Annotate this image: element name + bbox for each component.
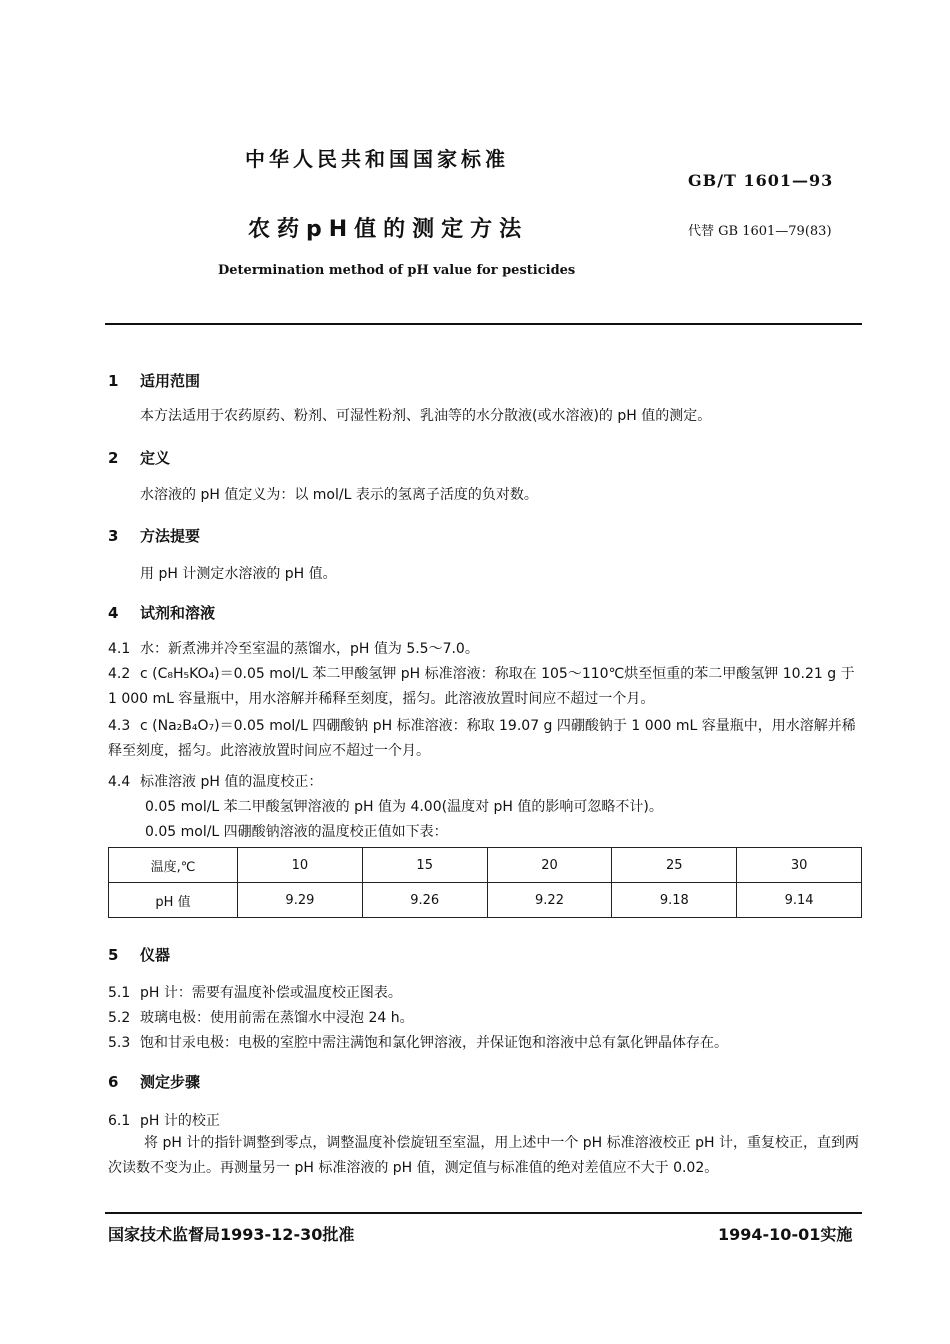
item-6-1-heading: 6.1 pH 计的校正: [108, 1113, 220, 1129]
item-6-1-text: 将 pH 计的指针调整到零点，调整温度补偿旋钮至室温，用上述中一个 pH 标准溶液校正 pH 计，重复校正，直到两次读数不变为止。再测量另一 pH 标准溶液的 pH 值，测定值与标准值的绝对差值应不大于 0.02。: [108, 1135, 859, 1176]
section-2-text: 水溶液的 pH 值定义为：以 mol/L 表示的氢离子活度的负对数。: [140, 487, 538, 503]
footer-divider: [105, 1212, 862, 1214]
item-4-4-line-1: 0.05 mol/L 苯二甲酸氢钾溶液的 pH 值为 4.00(温度对 pH 值的影响可忽略不计)。: [145, 799, 663, 815]
section-2-heading: 2 定义: [108, 449, 171, 467]
item-4-3: 4.3 c (Na₂B₄O₇)＝0.05 mol/L 四硼酸钠 pH 标准溶液：称取 19.07 g 四硼酸钠于 1 000 mL 容量瓶中，用水溶解并稀释至刻度，摇匀。此溶液放置时间应不超过一个月。: [108, 718, 856, 759]
effective-date: 1994-10-01实施: [718, 1225, 853, 1244]
item-4-1: 4.1 水：新煮沸并冷至室温的蒸馏水，pH 值为 5.5～7.0。: [108, 641, 479, 657]
item-4-4: 4.4 标准溶液 pH 值的温度校正：: [108, 774, 323, 790]
table-header-ph: pH 值: [109, 883, 238, 918]
borax-temperature-table: [108, 847, 862, 918]
table-cell: 30: [737, 848, 862, 883]
english-title: Determination method of pH value for pesticides: [218, 263, 576, 278]
section-3-heading: 3 方法提要: [108, 527, 201, 545]
section-1-heading: 1 适用范围: [108, 372, 201, 390]
table-cell: 9.14: [737, 883, 862, 918]
item-4-4-line-2: 0.05 mol/L 四硼酸钠溶液的温度校正值如下表：: [145, 824, 448, 840]
item-5-2: 5.2 玻璃电极：使用前需在蒸馏水中浸泡 24 h。: [108, 1010, 414, 1026]
header-divider: [105, 323, 862, 325]
table-header-temperature: 温度,℃: [109, 848, 238, 883]
table-row: [109, 848, 862, 883]
item-5-3: 5.3 饱和甘汞电极：电极的室腔中需注满饱和氯化钾溶液，并保证饱和溶液中总有氯化钾晶体存在。: [108, 1035, 728, 1051]
table-cell: 9.29: [238, 883, 363, 918]
table-cell: 25: [612, 848, 737, 883]
table-cell: 10: [238, 848, 363, 883]
table-cell: 15: [362, 848, 487, 883]
table-cell: 9.18: [612, 883, 737, 918]
section-3-text: 用 pH 计测定水溶液的 pH 值。: [140, 566, 337, 582]
table-cell: 9.22: [487, 883, 612, 918]
document-title: 农药pH值的测定方法: [248, 217, 529, 242]
table-cell: 20: [487, 848, 612, 883]
standard-org-title: 中华人民共和国国家标准: [245, 147, 509, 171]
section-6-heading: 6 测定步骤: [108, 1073, 201, 1091]
section-5-heading: 5 仪器: [108, 946, 171, 964]
standard-code: GB/T 1601—93: [688, 171, 834, 190]
approval-date: 国家技术监督局1993-12-30批准: [108, 1225, 355, 1244]
item-5-1: 5.1 pH 计：需要有温度补偿或温度校正图表。: [108, 985, 402, 1001]
table-row: [109, 883, 862, 918]
section-4-heading: 4 试剂和溶液: [108, 604, 216, 622]
replaces-standard: 代替 GB 1601—79(83): [688, 224, 832, 239]
table-cell: 9.26: [362, 883, 487, 918]
section-1-text: 本方法适用于农药原药、粉剂、可湿性粉剂、乳油等的水分散液(或水溶液)的 pH 值的测定。: [140, 408, 712, 424]
item-4-2: 4.2 c (C₈H₅KO₄)＝0.05 mol/L 苯二甲酸氢钾 pH 标准溶液：称取在 105～110℃烘至恒重的苯二甲酸氢钾 10.21 g 于 1 000 mL 容量瓶中，用水溶解并稀释至刻度，摇匀。此溶液放置时间应不超过一个月。: [108, 666, 855, 707]
